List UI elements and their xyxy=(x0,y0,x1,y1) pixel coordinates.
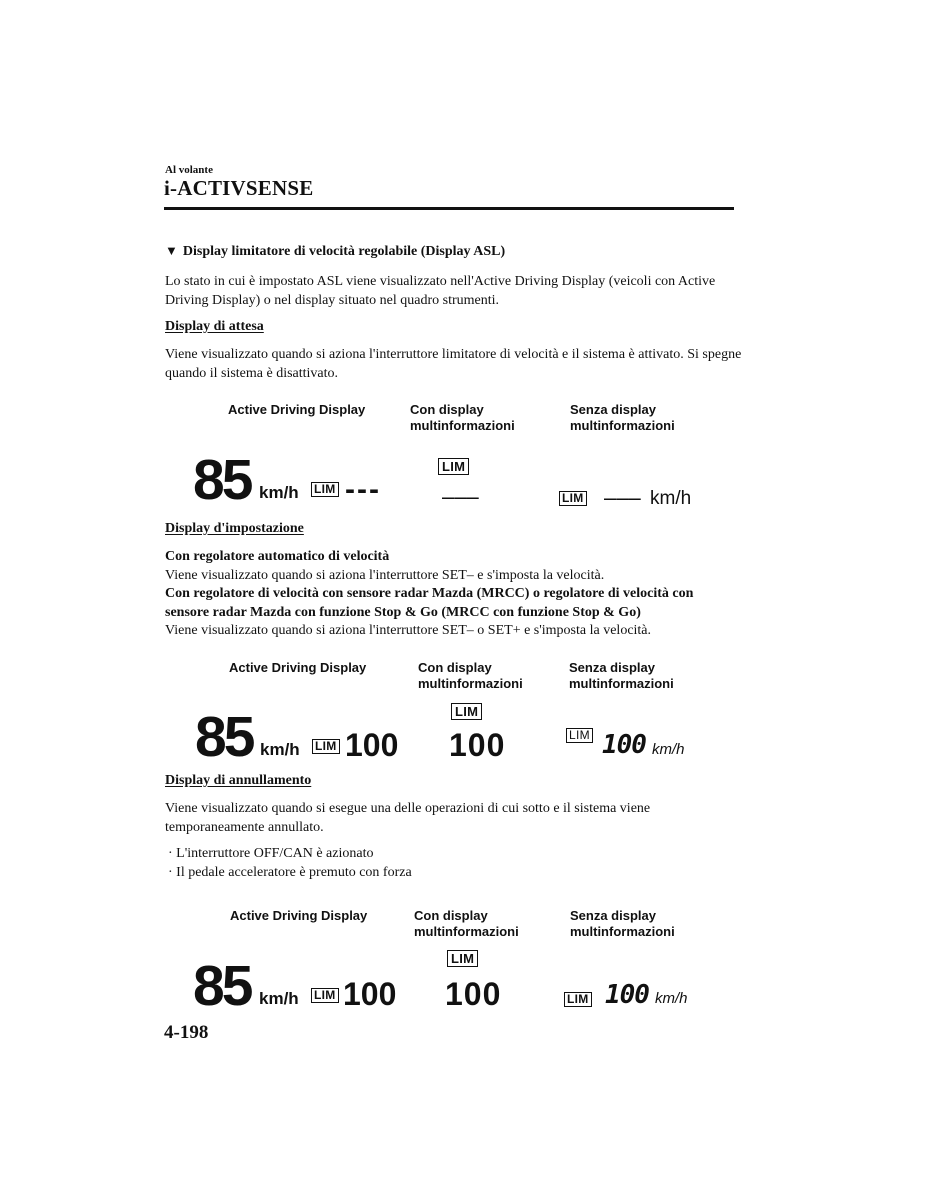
lim-icon: LIM xyxy=(438,458,469,475)
setting-dashes: ––– xyxy=(442,484,479,509)
speed-unit: km/h xyxy=(259,483,299,502)
lim-icon: LIM xyxy=(311,482,339,497)
lim-icon: LIM xyxy=(564,992,592,1007)
lim-icon: LIM xyxy=(312,739,340,754)
speed-unit: km/h xyxy=(650,488,692,509)
cancel-title: Display di annullamento xyxy=(165,773,312,788)
cancel-text: Viene visualizzato quando si esegue una delle operazioni di cui sotto e il sistema viene temporaneamente annullato. xyxy=(165,801,651,835)
setting-dashes: ––– xyxy=(604,485,641,510)
intro-paragraph: Lo stato in cui è impostato ASL viene visualizzato nell'Active Driving Display (veicoli con Active Driving Display) o nel display situato nel quadro strumenti. xyxy=(165,274,716,308)
speed-unit: km/h xyxy=(259,989,299,1008)
col-header-adc: Active Driving Display xyxy=(230,908,368,923)
triangle-down-icon: ▼ xyxy=(165,243,178,258)
speed-unit: km/h xyxy=(260,740,300,759)
section-heading xyxy=(165,243,505,260)
speed-value: 85 xyxy=(195,705,253,769)
auto-cruise-text: Viene visualizzato quando si aziona l'interruttore SET– e s'imposta la velocità. xyxy=(165,567,605,583)
lim-icon: LIM xyxy=(447,950,478,967)
col-header-nomulti: Senza display multinformazioni xyxy=(570,908,675,939)
page-number: 4-198 xyxy=(164,1022,209,1043)
section-heading-text: Display limitatore di velocità regolabile (Display ASL) xyxy=(182,244,506,259)
header-divider xyxy=(164,207,734,210)
segment-speed-value: 100 xyxy=(605,980,649,1010)
list-item: · Il pedale acceleratore è premuto con forza xyxy=(168,864,412,880)
set-speed-value: 100 xyxy=(343,976,397,1012)
set-speed-value: 100 xyxy=(445,976,502,1012)
standby-title: Display di attesa xyxy=(165,319,264,334)
speed-value: 85 xyxy=(193,954,251,1018)
set-speed-value: 100 xyxy=(345,727,399,763)
setting-title: Display d'impostazione xyxy=(165,521,304,536)
col-header-adc: Active Driving Display xyxy=(228,402,366,417)
speed-unit: km/h xyxy=(652,741,685,758)
page-title: i-ACTIVSENSE xyxy=(164,176,314,200)
mrcc-text: Viene visualizzato quando si aziona l'interruttore SET– o SET+ e s'imposta la velocità. xyxy=(165,623,652,638)
speed-unit: km/h xyxy=(655,990,688,1007)
segment-speed-value: 100 xyxy=(602,730,646,760)
cancel-bullets xyxy=(168,845,748,882)
standby-text: Viene visualizzato quando si aziona l'interruttore limitatore di velocità e il sistema è attivato. Si spegne quando il sistema è disattivato. xyxy=(165,347,742,381)
lim-icon: LIM xyxy=(451,703,482,720)
setting-block xyxy=(165,548,745,641)
auto-cruise-title: Con regolatore automatico di velocità xyxy=(165,549,390,564)
col-header-multi: Con display multinformazioni xyxy=(414,908,519,939)
speed-value: 85 xyxy=(193,448,251,512)
col-header-multi: Con display multinformazioni xyxy=(418,660,523,691)
list-item: · L'interruttore OFF/CAN è azionato xyxy=(168,846,374,861)
col-header-nomulti: Senza display multinformazioni xyxy=(570,402,675,433)
lim-icon: LIM xyxy=(566,728,593,743)
mrcc-title: Con regolatore di velocità con sensore radar Mazda (MRCC) o regolatore di velocità con sensore radar Mazda con funzione Stop & Go (MRCC con funzione Stop & Go) xyxy=(165,586,694,620)
col-header-multi: Con display multinformazioni xyxy=(410,402,515,433)
section-label: Al volante xyxy=(165,164,213,176)
col-header-nomulti: Senza display multinformazioni xyxy=(569,660,674,691)
col-header-adc: Active Driving Display xyxy=(229,660,367,675)
lim-icon: LIM xyxy=(559,491,587,506)
set-speed-value: 100 xyxy=(449,727,506,763)
lim-icon: LIM xyxy=(311,988,339,1003)
setting-dashes: --- xyxy=(345,473,381,506)
